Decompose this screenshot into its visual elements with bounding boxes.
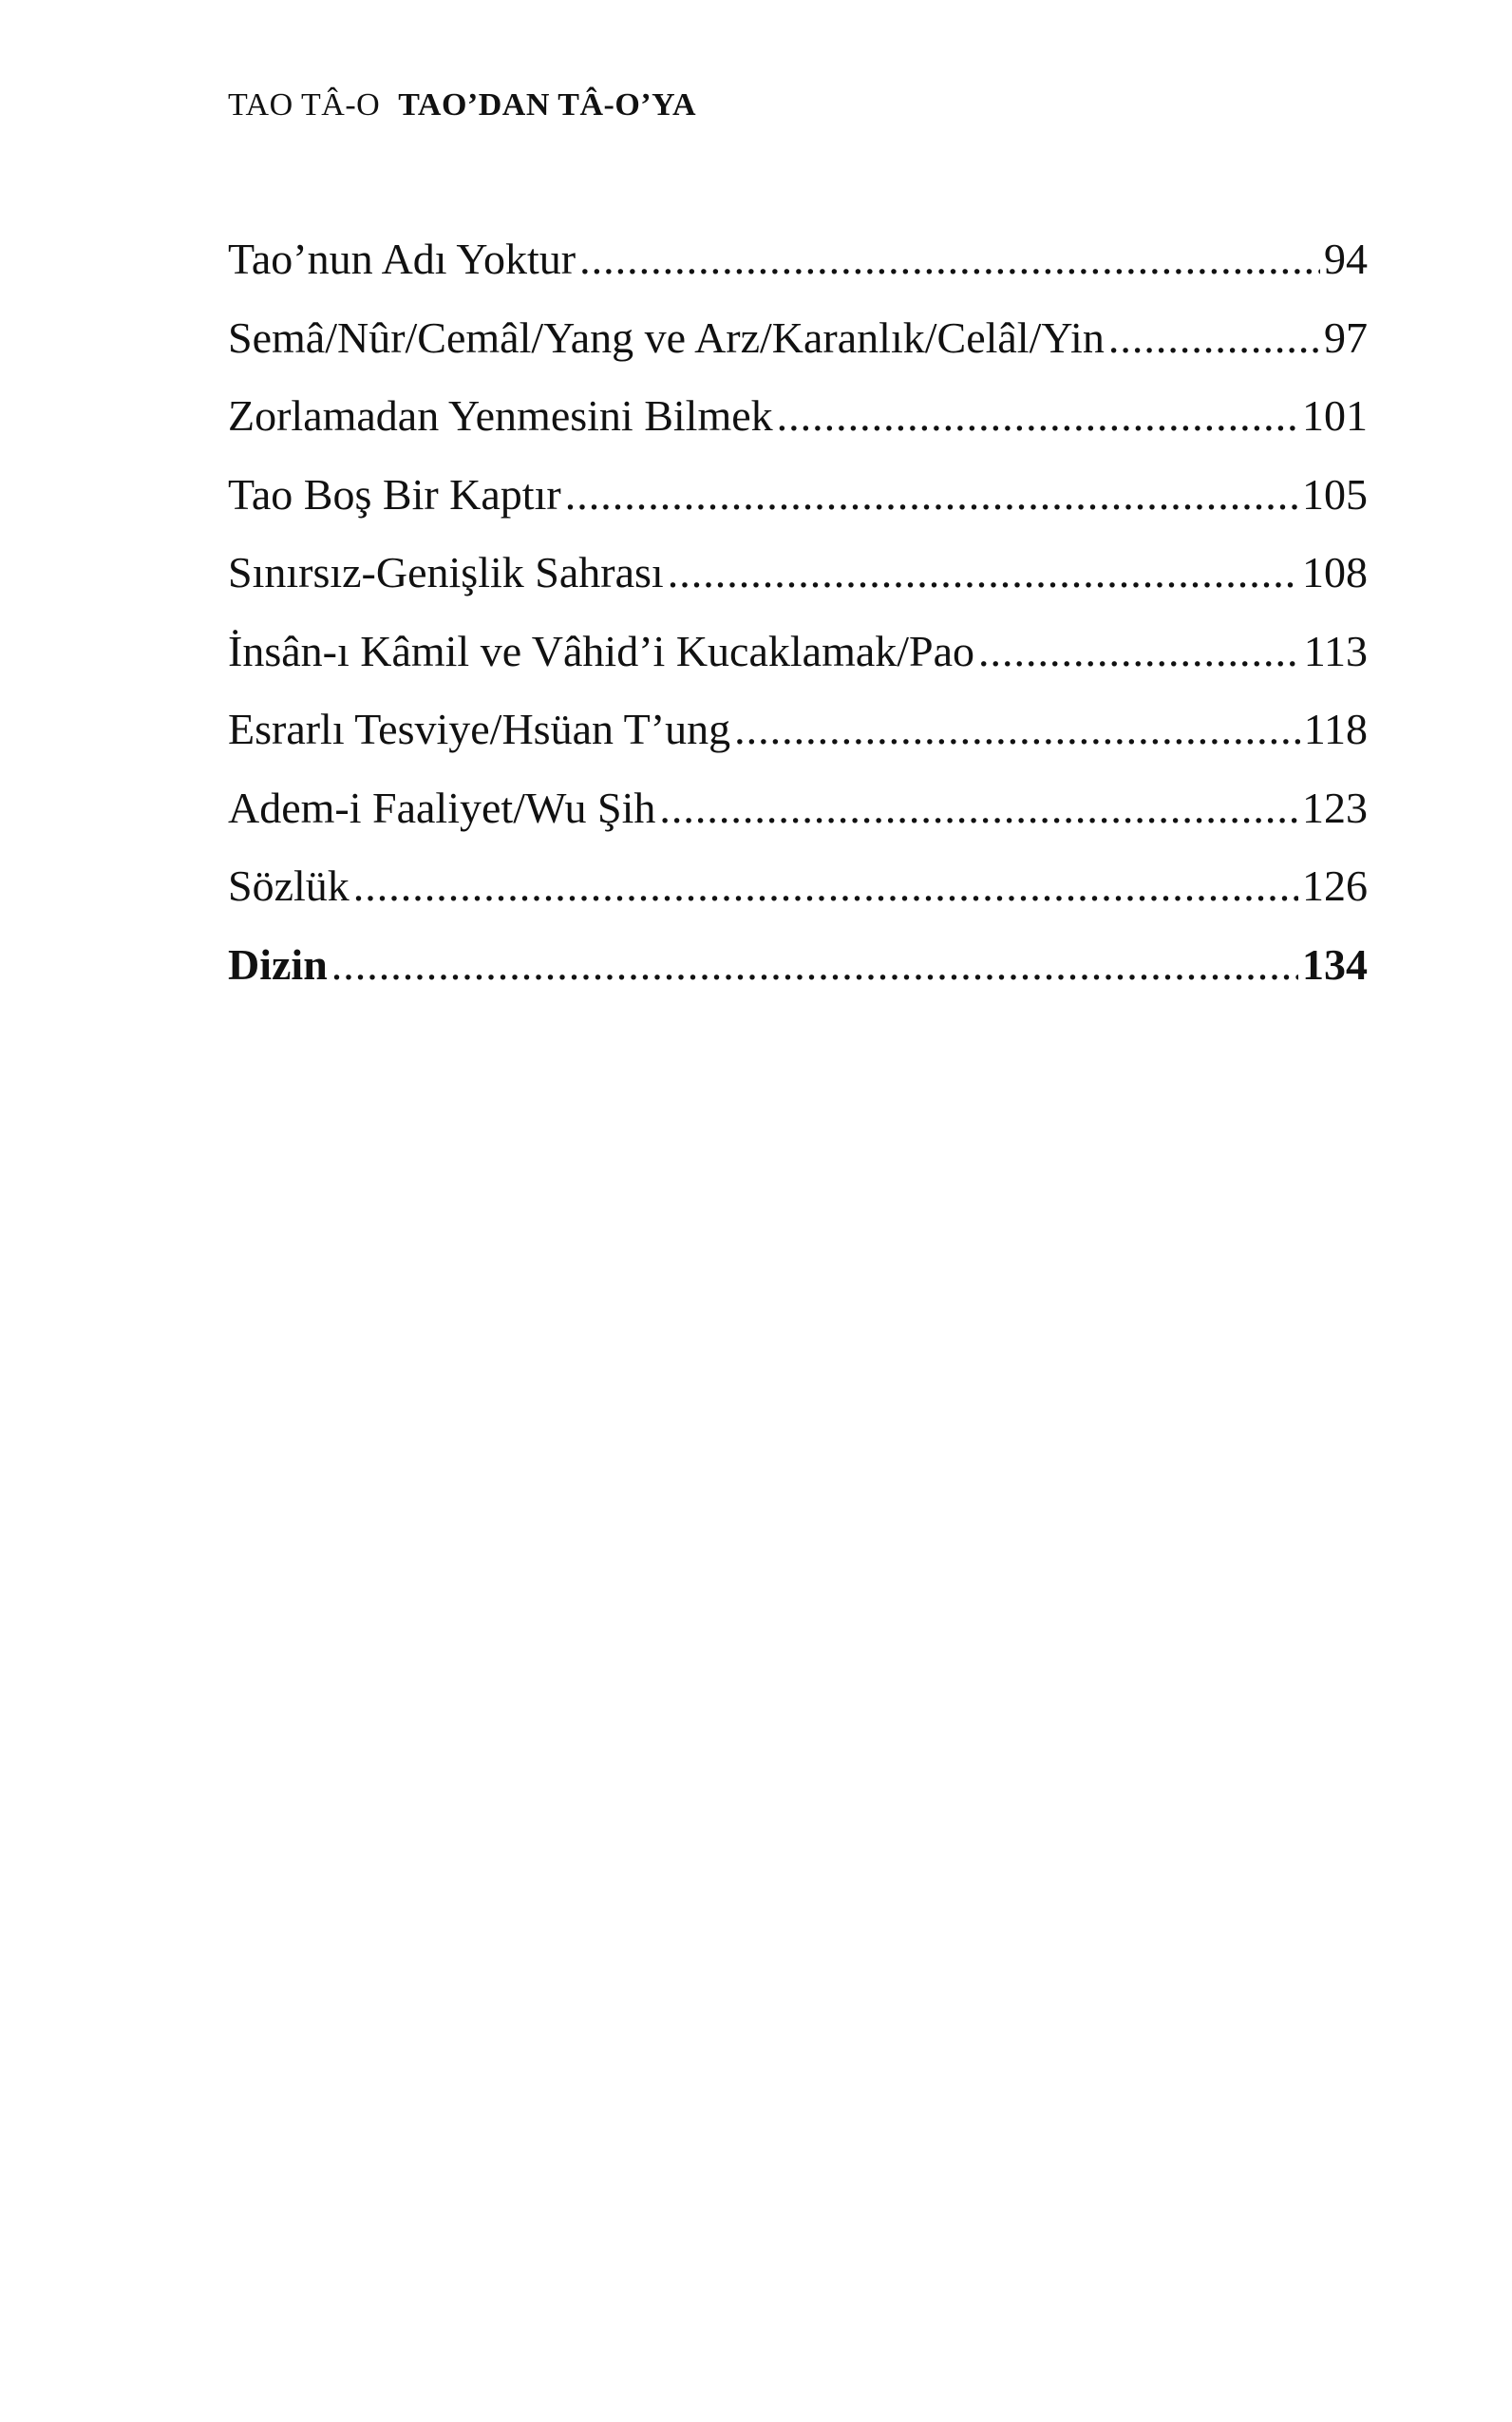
toc-entry-title: Semâ/Nûr/Cemâl/Yang ve Arz/Karanlık/Celâl/Yin (228, 312, 1105, 362)
dot-leader (331, 926, 1298, 1005)
toc-entry-title: İnsân-ı Kâmil ve Vâhid’i Kucaklamak/Pao (228, 626, 975, 675)
dot-leader (978, 613, 1300, 691)
dot-leader (565, 456, 1298, 535)
toc-entry-page: 126 (1302, 861, 1368, 910)
toc-entry-page: 101 (1302, 391, 1368, 440)
toc-entry-page: 118 (1303, 705, 1368, 753)
table-of-contents (228, 220, 1368, 1004)
toc-entry-title: Esrarlı Tesviye/Hsüan T’ung (228, 705, 731, 753)
toc-entry[interactable] (228, 691, 1368, 769)
dot-leader (777, 377, 1298, 456)
toc-entry-page: 97 (1324, 312, 1368, 362)
toc-entry[interactable] (228, 220, 1368, 299)
dot-leader (579, 220, 1320, 299)
toc-entry-title: Sözlük (228, 861, 350, 910)
dot-leader (668, 534, 1298, 613)
toc-entry[interactable] (228, 377, 1368, 456)
toc-entry-page: 123 (1302, 783, 1368, 832)
toc-entry[interactable] (228, 456, 1368, 535)
dot-leader (659, 769, 1298, 848)
dot-leader (353, 847, 1298, 926)
dot-leader (734, 691, 1300, 769)
toc-entry-page: 94 (1324, 235, 1368, 283)
toc-entry-page: 134 (1302, 939, 1368, 989)
toc-entry-title: Tao’nun Adı Yoktur (228, 235, 576, 283)
toc-entry-page: 108 (1302, 548, 1368, 596)
toc-entry[interactable] (228, 769, 1368, 848)
header-book-title: TAO’DAN TÂ-O’YA (398, 87, 697, 123)
toc-entry[interactable] (228, 613, 1368, 691)
toc-entry-title: Dizin (228, 939, 328, 989)
toc-entry-title: Tao Boş Bir Kaptır (228, 469, 561, 519)
dot-leader (1108, 299, 1320, 378)
toc-entry[interactable] (228, 534, 1368, 613)
toc-entry-index[interactable] (228, 926, 1368, 1005)
header-author: TAO TÂ-O (228, 87, 381, 123)
toc-entry-page: 105 (1302, 469, 1368, 519)
toc-entry[interactable] (228, 299, 1368, 378)
toc-entry-title: Adem-i Faaliyet/Wu Şih (228, 783, 656, 832)
running-header (228, 87, 696, 123)
toc-entry-page: 113 (1303, 626, 1368, 675)
toc-entry[interactable] (228, 847, 1368, 926)
toc-entry-title: Sınırsız-Genişlik Sahrası (228, 548, 664, 596)
toc-entry-title: Zorlamadan Yenmesini Bilmek (228, 391, 773, 440)
